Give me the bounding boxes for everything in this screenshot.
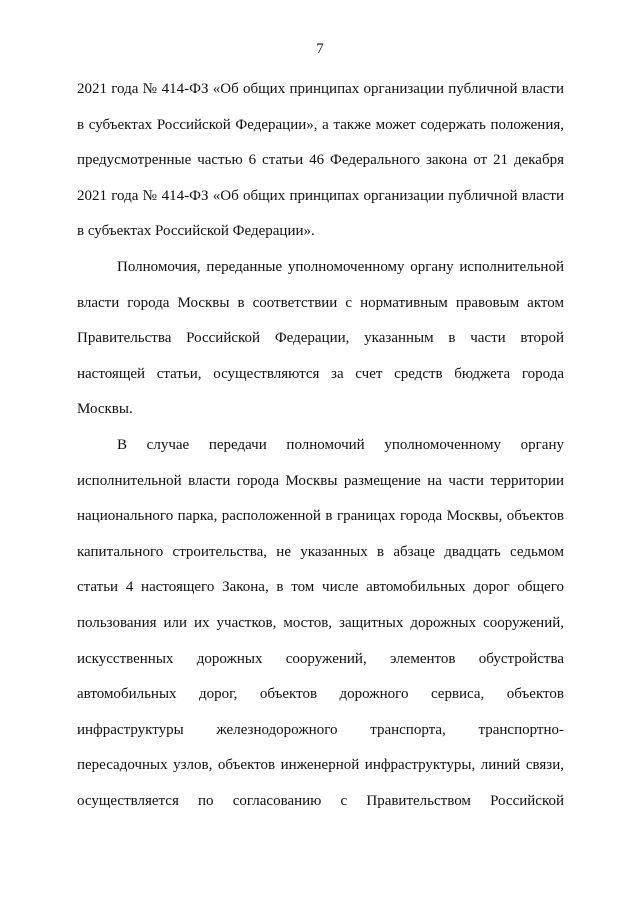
page-number: 7 bbox=[316, 41, 324, 57]
text-line: Москвы. bbox=[77, 401, 133, 417]
text-line: инфраструктуры железнодорожного транспорта, транспортно- bbox=[77, 722, 564, 738]
text-line: исполнительной власти города Москвы размещение на части территории bbox=[77, 473, 564, 489]
text-line: осуществляется по согласованию с Правительством Российской bbox=[77, 793, 564, 809]
text-line: в субъектах Российской Федерации», а также может содержать положения, bbox=[77, 117, 564, 133]
text-line: статьи 4 настоящего Закона, в том числе автомобильных дорог общего bbox=[77, 579, 564, 595]
text-line: пересадочных узлов, объектов инженерной инфраструктуры, линий связи, bbox=[77, 757, 564, 773]
text-line: автомобильных дорог, объектов дорожного сервиса, объектов bbox=[77, 686, 564, 702]
text-line: предусмотренные частью 6 статьи 46 Федерального закона от 21 декабря bbox=[77, 152, 564, 168]
text-line: в субъектах Российской Федерации». bbox=[77, 223, 315, 239]
text-line: капитального строительства, не указанных в абзаце двадцать седьмом bbox=[77, 544, 564, 560]
text-line: пользования или их участков, мостов, защитных дорожных сооружений, bbox=[77, 615, 564, 631]
text-line: власти города Москвы в соответствии с нормативным правовым актом bbox=[77, 295, 564, 311]
text-line: настоящей статьи, осуществляются за счет средств бюджета города bbox=[77, 366, 564, 382]
text-line: 2021 года № 414-ФЗ «Об общих принципах организации публичной власти bbox=[77, 188, 564, 204]
text-line: В случае передачи полномочий уполномоченному органу bbox=[117, 437, 564, 453]
text-line: Полномочия, переданные уполномоченному органу исполнительной bbox=[117, 259, 564, 275]
text-line: 2021 года № 414-ФЗ «Об общих принципах организации публичной власти bbox=[77, 81, 564, 97]
text-line: искусственных дорожных сооружений, элементов обустройства bbox=[77, 651, 564, 667]
text-line: Правительства Российской Федерации, указанным в части второй bbox=[77, 330, 564, 346]
text-line: национального парка, расположенной в границах города Москвы, объектов bbox=[77, 508, 564, 524]
